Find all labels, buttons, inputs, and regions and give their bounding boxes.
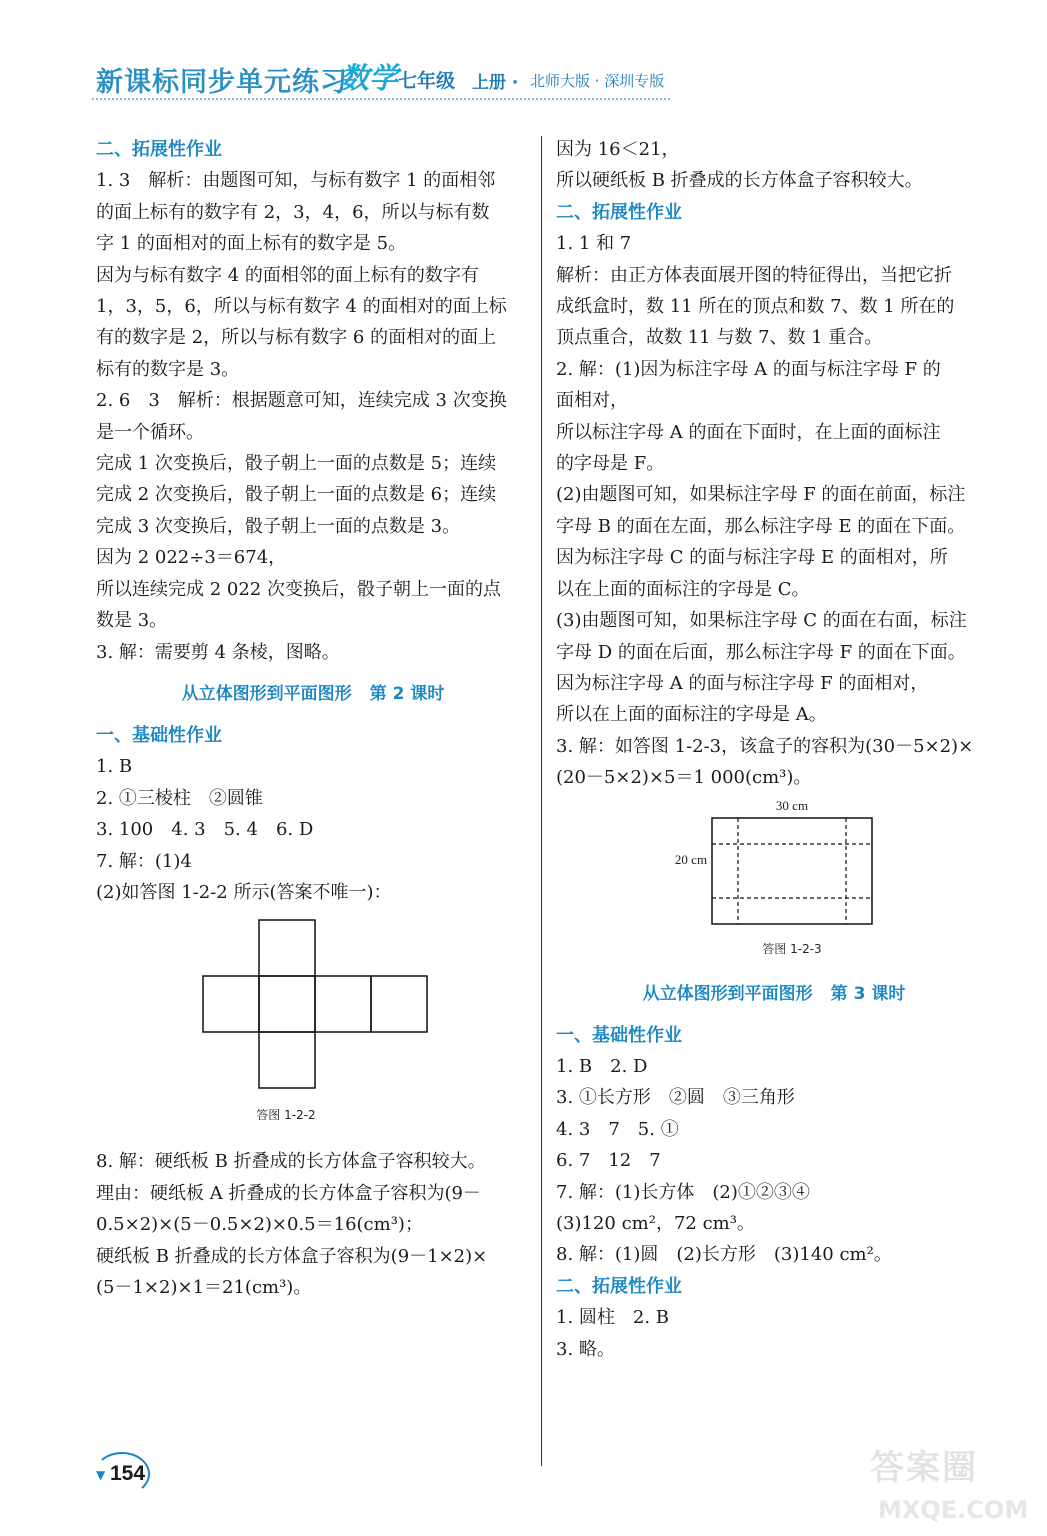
- lesson-title: 从立体图形到平面图形: [181, 683, 352, 704]
- text-line: 的字母是 F。: [556, 453, 665, 475]
- text-line: (2)如答图 1-2-2 所示(答案不唯一)：: [96, 881, 392, 903]
- text-line: 硬纸板 B 折叠成的长方体盒子容积为(9－1×2)×: [96, 1245, 488, 1267]
- subject-label: 数学: [340, 61, 399, 95]
- box-net-figure: [556, 798, 992, 968]
- text-line: 1. B 2. D: [556, 1055, 648, 1077]
- text-line: 顶点重合，故数 11 与数 7、数 1 重合。: [556, 327, 883, 349]
- text-line: 3. 解：如答图 1-2-3，该盒子的容积为(30－5×2)×: [556, 735, 974, 757]
- text-line: 4. 3 7 5. ①: [556, 1118, 679, 1140]
- net-square: [259, 920, 315, 976]
- lesson-heading: [556, 974, 992, 1014]
- section-heading: 二、拓展性作业: [96, 139, 222, 160]
- text-line: 3. 解：需要剪 4 条棱，图略。: [96, 641, 340, 663]
- text-line: 数是 3。: [96, 610, 168, 632]
- text-line: 6. 7 12 7: [556, 1150, 661, 1172]
- text-line: 2. 解：(1)因为标注字母 A 的面与标注字母 F 的: [556, 358, 941, 380]
- text-line: 面相对，: [556, 390, 628, 412]
- section-heading: 二、拓展性作业: [556, 201, 682, 223]
- lesson-heading: [96, 674, 530, 714]
- text-line: 成纸盒时，数 11 所在的顶点和数 7、数 1 所在的: [556, 296, 955, 318]
- text-line: 3. 100 4. 3 5. 4 6. D: [96, 819, 314, 841]
- section-heading: 一、基础性作业: [96, 724, 222, 746]
- text-line: 2. 6 3 解析：根据题意可知，连续完成 3 次变换: [96, 390, 507, 412]
- text-line: 理由：硬纸板 A 折叠成的长方体盒子容积为(9－: [96, 1182, 481, 1204]
- text-line: 所以硬纸板 B 折叠成的长方体盒子容积较大。: [556, 170, 923, 192]
- cube-net-figure: [96, 918, 530, 1126]
- net-square: [259, 976, 315, 1032]
- text-line: 8. 解：硬纸板 B 折叠成的长方体盒子容积较大。: [96, 1151, 486, 1173]
- right-column: [556, 134, 992, 1365]
- text-line: 7. 解：(1)4: [96, 850, 192, 872]
- text-line: 因为 2 022÷3＝674，: [96, 547, 287, 569]
- grade-label: 七年级: [398, 70, 456, 92]
- text-line: 所以在上面的面标注的字母是 A。: [556, 704, 827, 726]
- text-line: 8. 解：(1)圆 (2)长方形 (3)140 cm²。: [556, 1244, 892, 1266]
- section-heading: 一、基础性作业: [556, 1024, 682, 1046]
- edition-label: 北师大版 · 深圳专版: [530, 72, 665, 90]
- lesson-number: 第 2 课时: [369, 683, 445, 704]
- text-line: 完成 3 次变换后，骰子朝上一面的点数是 3。: [96, 515, 461, 537]
- lesson-number: 第 3 课时: [830, 983, 906, 1004]
- text-line: 字母 B 的面在左面，那么标注字母 E 的面在下面。: [556, 515, 966, 537]
- left-column: [96, 134, 530, 1303]
- net-square: [203, 976, 259, 1032]
- text-line: 所以标注字母 A 的面在下面时，在上面的面标注: [556, 421, 941, 443]
- header-divider: [92, 98, 670, 102]
- text-line: 2. ①三棱柱 ②圆锥: [96, 787, 263, 809]
- figure-caption: 答图 1-2-2: [256, 1108, 316, 1123]
- figure-caption: 答图 1-2-3: [762, 941, 822, 956]
- text-line: 解析：由正方体表面展开图的特征得出，当把它折: [556, 264, 952, 286]
- net-square: [371, 976, 427, 1032]
- text-line: 以在上面的面标注的字母是 C。: [556, 578, 810, 600]
- text-line: 因为标注字母 C 的面与标注字母 E 的面相对，所: [556, 547, 948, 569]
- net-square: [259, 1032, 315, 1088]
- text-line: 完成 2 次变换后，骰子朝上一面的点数是 6；连续: [96, 484, 497, 506]
- text-line: (3)由题图可知，如果标注字母 C 的面在右面，标注: [556, 610, 967, 632]
- text-line: 3. 略。: [556, 1338, 615, 1360]
- text-line: 3. ①长方形 ②圆 ③三角形: [556, 1087, 795, 1109]
- net-square: [315, 976, 371, 1032]
- dimension-width: 30 cm: [775, 797, 809, 813]
- text-line: 1，3，5，6，所以与标有数字 4 的面相对的面上标: [96, 296, 507, 318]
- text-line: (5－1×2)×1＝21(cm³)。: [96, 1276, 312, 1298]
- text-line: (3)120 cm²，72 cm³。: [556, 1212, 755, 1234]
- text-line: 有的数字是 2，所以与标有数字 6 的面相对的面上: [96, 327, 497, 349]
- text-line: 字母 D 的面在后面，那么标注字母 F 的面在下面。: [556, 641, 966, 663]
- cardboard-outline: [712, 818, 872, 924]
- text-line: 1. B: [96, 756, 133, 778]
- text-line: 是一个循环。: [96, 421, 204, 443]
- page-marker-icon: ▼: [96, 1468, 106, 1482]
- text-line: 完成 1 次变换后，骰子朝上一面的点数是 5；连续: [96, 453, 497, 475]
- column-divider: [541, 136, 542, 1466]
- dimension-height: 20 cm: [674, 851, 708, 867]
- watermark-logo: 答案圈: [870, 1448, 978, 1488]
- volume-label: 上册 ·: [472, 73, 519, 93]
- watermark-url: MXQE.COM: [878, 1496, 1029, 1524]
- text-line: (20－5×2)×5＝1 000(cm³)。: [556, 767, 812, 789]
- text-line: 所以连续完成 2 022 次变换后，骰子朝上一面的点: [96, 578, 501, 600]
- text-line: 的面上标有的数字有 2，3，4，6，所以与标有数: [96, 201, 490, 223]
- cube-net-diagram: [96, 918, 530, 1126]
- text-line: 因为 16＜21，: [556, 139, 680, 160]
- page-number: 154: [110, 1462, 146, 1485]
- lesson-title: 从立体图形到平面图形: [642, 983, 813, 1004]
- book-title: 新课标同步单元练习: [96, 67, 348, 98]
- text-line: 1. 圆柱 2. B: [556, 1307, 670, 1329]
- text-line: 因为标注字母 A 的面与标注字母 F 的面相对，: [556, 672, 929, 694]
- text-line: 1. 1 和 7: [556, 233, 632, 255]
- text-line: 字 1 的面相对的面上标有的数字是 5。: [96, 233, 407, 255]
- text-line: 7. 解：(1)长方体 (2)①②③④: [556, 1181, 810, 1203]
- section-heading: 二、拓展性作业: [556, 1275, 682, 1297]
- text-line: 0.5×2)×(5－0.5×2)×0.5＝16(cm³)；: [96, 1214, 423, 1236]
- text-line: 因为与标有数字 4 的面相邻的面上标有的数字有: [96, 264, 479, 286]
- text-line: 1. 3 解析：由题图可知，与标有数字 1 的面相邻: [96, 170, 496, 192]
- text-line: 标有的数字是 3。: [96, 358, 240, 380]
- text-line: (2)由题图可知，如果标注字母 F 的面在前面，标注: [556, 484, 966, 506]
